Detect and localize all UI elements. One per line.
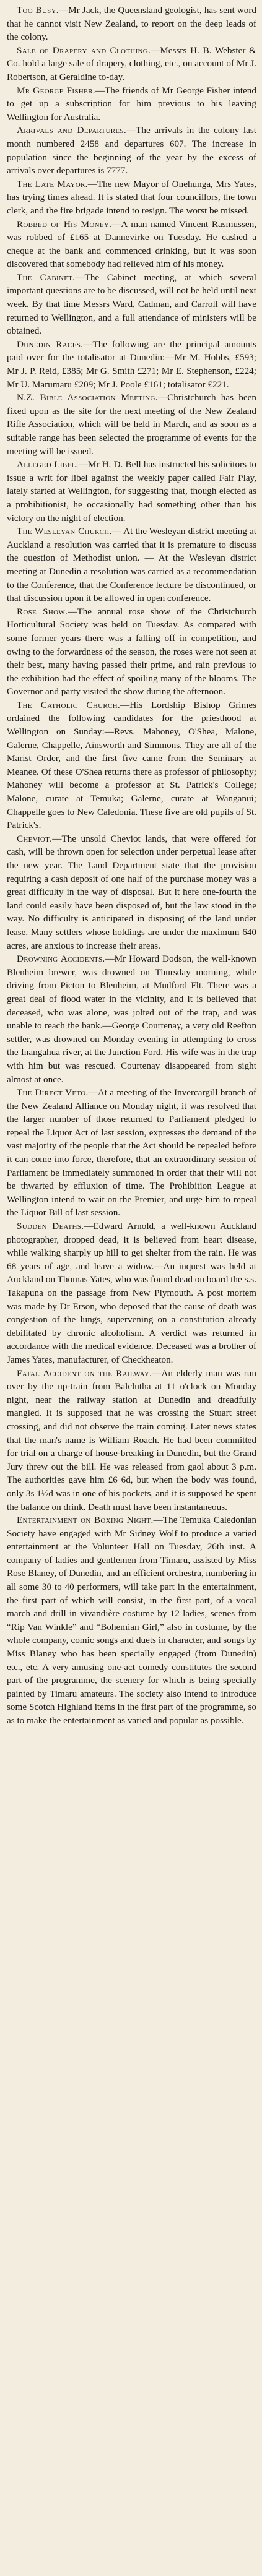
news-headline: Arrivals and Departures. bbox=[16, 125, 126, 136]
news-headline: Cheviot. bbox=[16, 833, 53, 844]
news-headline: Robbed of His Money. bbox=[16, 218, 112, 230]
news-body: —The Temuka Caledonian Society have engaged with Mr Sidney Wolf to produce a varied entertainment at the Volunteer Hall on Tuesday, 26th inst. A company of ladies and gentlemen from Timaru, assisted by Miss Rose Blaney, of Dunedin, and an efficient orchestra, numbering in all some 30 to 40 performers, will take part in the entertainment, the first part of which will consist, in the first part, of a vocal march and drill in vivandière costume by 12 ladies, scenes from “Rip Van Winkle” and “Bohemian Girl,” also in costume, by the whole company, comic songs and duets in character, and songs by Miss Blaney who has been specially engaged (from Dunedin) etc., etc. A very amusing one-act comedy constitutes the second part of the programme, the scenery for which is being specially painted by Timaru amateurs. The society also intend to introduce some Scotch Highland items in the first part of the programme, so as to make the entertainment as varied and popular as possible. bbox=[7, 1515, 256, 1726]
news-item bbox=[7, 952, 256, 1086]
news-headline: Rose Show. bbox=[16, 606, 68, 617]
news-item bbox=[7, 458, 256, 525]
news-body: —The friends of Mr George Fisher intend to get up a subscription for him previous to his leaving Wellington for Australia. bbox=[7, 85, 256, 123]
news-headline: N.Z. Bible Association Meeting. bbox=[16, 392, 158, 403]
news-headline: The Wesleyan Church. bbox=[16, 526, 112, 537]
news-body: —The following are the principal amounts paid over for the totalisator at Dunedin:—Mr M. Hobbs, £593; Mr J. P. Reid, £385; Mr G. Smith £271; Mr E. Stephenson, £224; Mr U. Marumaru £209; Mr J. Poole £161; totalisator £221. bbox=[7, 338, 256, 390]
news-headline: The Catholic Church. bbox=[16, 699, 120, 710]
news-item bbox=[7, 218, 256, 271]
news-item bbox=[7, 4, 256, 44]
news-body: —The new Mayor of Onehunga, Mrs Yates, has trying times ahead. It is stated that four councillors, the town clerk, and the fire brigade intend to resign. The worst be missed. bbox=[7, 178, 256, 216]
news-item bbox=[7, 1514, 256, 1728]
news-body: —Mr H. D. Bell has instructed his solicitors to issue a writ for libel against the weekly paper called Fair Play, lately started at Wellington, for suggesting that, though elected as a prohibitionist, he occasionally had something other than his victory on the night of election. bbox=[7, 459, 256, 523]
news-headline: Alleged Libel. bbox=[16, 459, 79, 470]
news-item bbox=[7, 1220, 256, 1367]
news-body: —Mr Jack, the Queensland geologist, has sent word that he cannot visit New Zealand, to report on the deep leads of the colony. bbox=[7, 5, 256, 43]
news-item bbox=[7, 1367, 256, 1514]
news-item bbox=[7, 1086, 256, 1220]
news-headline: The Late Mayor. bbox=[16, 178, 88, 189]
news-headline: Entertainment on Boxing Night. bbox=[16, 1515, 154, 1526]
news-item bbox=[7, 525, 256, 605]
news-body: — At the Wesleyan district meeting at Auckland a resolution was carried that it is premature to discuss the question of Methodist union. — At the Wesleyan district meeting at Dunedin a resolution was carried as a recommendation to the Conference, that the Conference lecture be discontinued, or that discussion upon it be allowed in open conference. bbox=[7, 526, 256, 604]
news-body: —The arrivals in the colony last month numbered 2458 and departures 607. The increase in population since the beginning of the year by the excess of arrivals over departures is 7777. bbox=[7, 125, 256, 176]
news-headline: Dunedin Races. bbox=[16, 338, 84, 350]
news-body: —Christchurch has been fixed upon as the site for the next meeting of the New Zealand Rifle Association, which will be held in March, and as soon as a suitable range has been selected the programme of events for the meeting will be issued. bbox=[7, 392, 256, 457]
news-item bbox=[7, 271, 256, 338]
news-headline: Sale of Drapery and Clothing. bbox=[16, 45, 151, 56]
news-body: —The Cabinet meeting, at which several important questions are to be discussed, will not be held until next week. By that time Messrs Ward, Cadman, and Carroll will have returned to Wellington, and a full attendance of ministers will be obtained. bbox=[7, 272, 256, 337]
news-body: —The unsold Cheviot lands, that were offered for cash, will be thrown open for selection under perpetual lease after the new year. The Land Department state that the provision requiring a cash deposit of one half of the purchase money was a great difficulty in the way of disposal. But it here one-fourth the land could easily have been disposed of, but the law stood in the way. No difficulty is anticipated in disposing of the land under lease. Many settlers whose holdings are under the maximum 640 acres, are anxious to increase their areas. bbox=[7, 833, 256, 951]
news-body: —An elderly man was run over by the up-train from Balclutha at 11 o'clock on Monday night, near the railway station at Dunedin and dreadfully mangled. It is supposed that he was crossing the Stuart street crossing, and did not observe the train coming. Later news states that the man's name is William Roach. He had been committed for trial on a charge of house-breaking in Dunedin, but the Grand Jury threw out the bill. He was released from gaol about 3 p.m. The authorities gave him £6 6d, but when the body was found, only 3s 1½d was in one of his pockets, and it is supposed he spent the balance on drink. Death must have been instantaneous. bbox=[7, 1368, 256, 1512]
news-body: —At a meeting of the Invercargill branch of the New Zealand Alliance on Monday night, it was resolved that the larger number of those returned to Parliament pledged to repeal the Liquor Act of last session, expresses the demand of the vast majority of the people that the Act should be repealed before it can come into force, therefore, that an extraordinary session of Parliament be immediately summoned in order that their will not be thwarted by effluxion of time. The Prohibition League at Wellington intend to wait on the Premier, and urge him to repeal the Liquor Bill of last session. bbox=[7, 1087, 256, 1218]
news-item bbox=[7, 605, 256, 699]
news-headline: Mr George Fisher. bbox=[16, 85, 95, 96]
news-body: —Mr Howard Dodson, the well-known Blenheim brewer, was drowned on Thursday morning, while driving from Picton to Blenheim, at Mudford Flt. There was a great deal of flood water in the vicinity, and it is believed that deceased, who was alone, was jolted out of the trap, and was unable to reach the bank.—George Courtenay, a very old Reefton settler, was drowned on Monday evening in attempting to cross the Inangahua river, at the Junction Ford. His wife was in the trap with him but was rescued. Courtenay disappeared from sight almost at once. bbox=[7, 954, 256, 1085]
news-item bbox=[7, 699, 256, 832]
news-item bbox=[7, 178, 256, 218]
news-body: —His Lordship Bishop Grimes ordained the following candidates for the priesthood at Wellington on Sunday:—Revs. Mahoney, O'Shea, Malone, Galerne, Chappelle, Ainsworth and Simmons. They are all of the Marist Order, and the first five came from the Seminary at Meanee. Of these O'Shea returns there as professor of philosophy; Mahoney will become a professor at St. Patrick's College; Malone, curate at Temuka; Galerne, curate at Wanganui; Chappelle goes to New Caledonia. These five are old pupils of St. Patrick's. bbox=[7, 699, 256, 831]
news-item bbox=[7, 391, 256, 458]
news-body: —Edward Arnold, a well-known Auckland photographer, dropped dead, it is believed from heart disease, while walking sharply up hill to get shelter from the rain. He was 68 years of age, and leave a widow.—An inquest was held at Auckland on Thomas Yates, who was found dead on board the s.s. Takapuna on the passage from New Plymouth. A post mortem was made by Dr Erson, who deposed that the cause of death was congestion of the lungs, supervening on a constitution already debilitated by chronic alcoholism. A verdict was returned in accordance with the medical evidence. Deceased was a brother of James Yates, manufacturer, of Checkheaton. bbox=[7, 1221, 257, 1365]
news-item bbox=[7, 338, 256, 391]
news-body: —Messrs H. B. Webster & Co. hold a large sale of drapery, clothing, etc., on account of Mr J. Robertson, at Geraldine to-day. bbox=[7, 45, 256, 82]
news-item bbox=[7, 44, 256, 84]
news-body: —A man named Vincent Rasmussen, was robbed of £165 at Dannevirke on Tuesday. He cashed a cheque at the bank and commenced drinking, but it was soon discovered that somebody had relieved him of his money. bbox=[7, 218, 256, 270]
news-headline: The Cabinet. bbox=[16, 272, 76, 283]
news-headline: The Direct Veto. bbox=[16, 1087, 89, 1098]
news-item bbox=[7, 832, 256, 952]
news-headline: Too Busy. bbox=[16, 5, 59, 15]
news-headline: Fatal Accident on the Railway. bbox=[16, 1368, 152, 1379]
news-body: —The annual rose show of the Christchurch Horticultural Society was held on Tuesday. As compared with some former years there was a falling off in competition, and owing to the forwardness of the season, the roses were not seen at their best, many having passed their prime, and rain previous to the exhibition had the effect of spoiling many of the blooms. The Governor and party visited the show during the afternoon. bbox=[7, 606, 256, 697]
news-headline: Drowning Accidents. bbox=[16, 954, 105, 965]
news-item bbox=[7, 124, 256, 177]
news-headline: Sudden Deaths. bbox=[16, 1221, 84, 1232]
news-item bbox=[7, 84, 256, 124]
